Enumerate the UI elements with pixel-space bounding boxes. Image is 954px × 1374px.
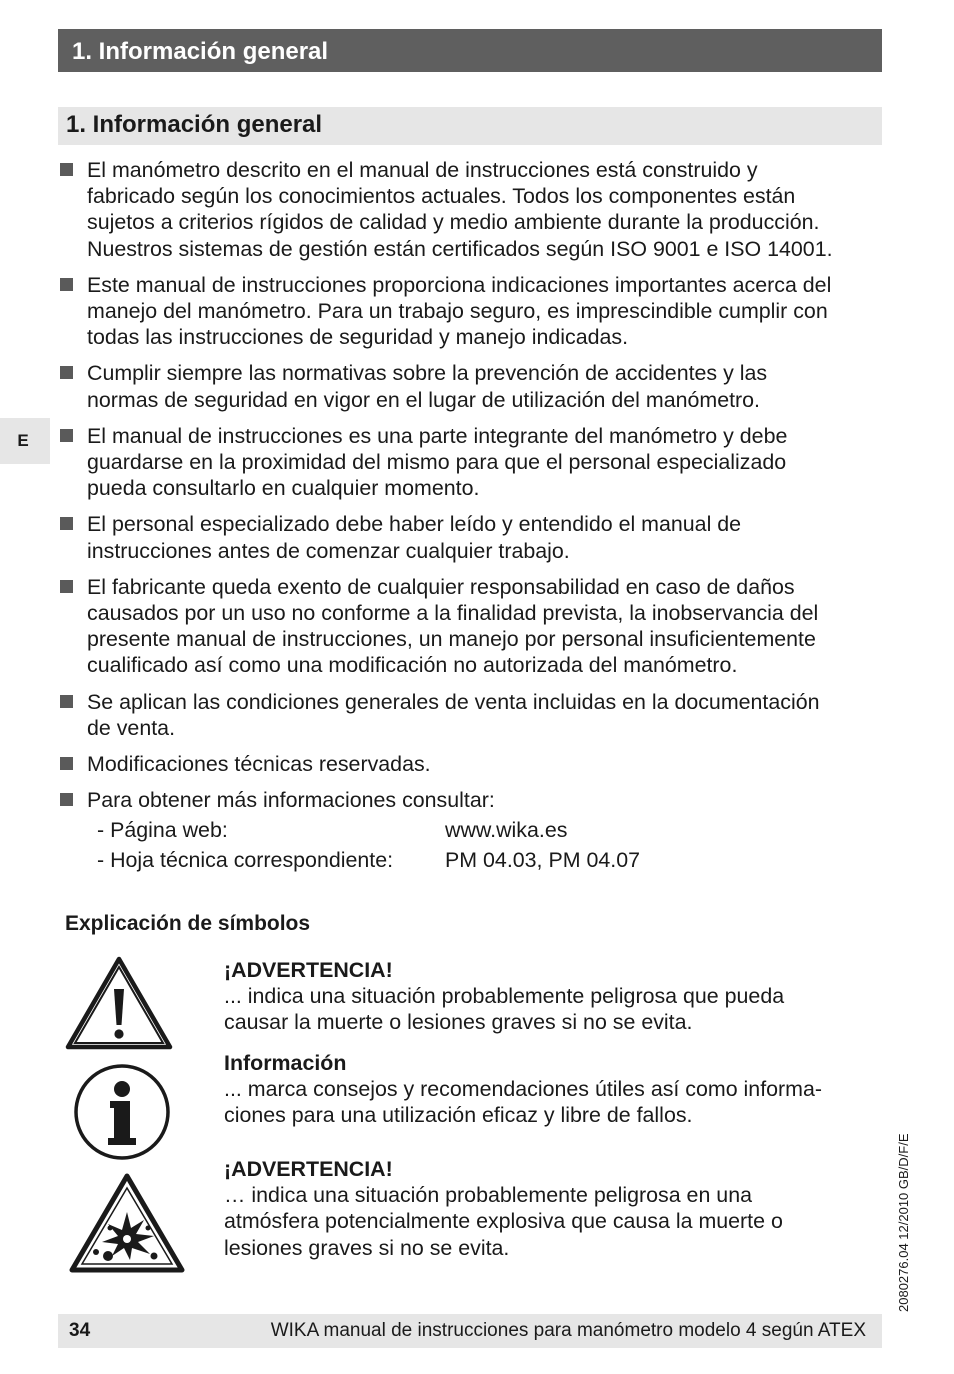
- bullet-square-icon: [60, 580, 73, 593]
- reference-value: PM 04.03, PM 04.07: [445, 848, 641, 873]
- bullet-item: Este manual de instrucciones proporciona indicaciones importantes acerca del manejo del manómetro. Para un trabajo seguro, es imprescindible cumplir con todas las instrucciones de seguridad y manejo indicadas.: [58, 272, 888, 351]
- bullet-square-icon: [60, 757, 73, 770]
- symbol-description-information: Información ... marca consejos y recomendaciones útiles así como informa- ciones para una utilización eficaz y libre de fallos.: [224, 1051, 822, 1128]
- document-code: 2080276.04 12/2010 GB/D/F/E: [896, 1133, 911, 1312]
- section-title: 1. Información general: [58, 107, 882, 145]
- bullet-item: Se aplican las condiciones generales de venta incluidas en la documentación de venta.: [58, 689, 888, 741]
- bullet-square-icon: [60, 278, 73, 291]
- reference-row: [58, 815, 888, 845]
- symbols-heading: Explicación de símbolos: [65, 912, 311, 935]
- bullet-square-icon: [60, 429, 73, 442]
- reference-row: [58, 845, 888, 875]
- bullet-item: Modificaciones técnicas reservadas.: [58, 751, 888, 777]
- bullet-list: [58, 157, 888, 875]
- bullet-square-icon: [60, 517, 73, 530]
- reference-label: - Página web:: [97, 818, 228, 843]
- bullet-item: El manual de instrucciones es una parte integrante del manómetro y debe guardarse en la proximidad del mismo para que el personal especializado pueda consultarlo en cualquier momento.: [58, 423, 888, 502]
- bullet-square-icon: [60, 163, 73, 176]
- explosion-warning-icon: [68, 1172, 186, 1274]
- bullet-item: Cumplir siempre las normativas sobre la prevención de accidentes y las normas de seguridad en vigor en el lugar de utilización del manómetro.: [58, 360, 888, 412]
- reference-label: - Hoja técnica correspondiente:: [97, 848, 394, 873]
- symbol-description-warning: ¡ADVERTENCIA! ... indica una situación probablemente peligrosa que pueda causar la muerte o lesiones graves si no se evita.: [224, 958, 785, 1035]
- footer-text: WIKA manual de instrucciones para manómetro modelo 4 según ATEX: [270, 1320, 866, 1341]
- bullet-square-icon: [60, 793, 73, 806]
- reference-value: www.wika.es: [445, 818, 568, 843]
- language-tab: E: [0, 418, 50, 464]
- bullet-square-icon: [60, 366, 73, 379]
- symbol-description-explosion: ¡ADVERTENCIA! … indica una situación probablemente peligrosa en una atmósfera potencialmente explosiva que causa la muerte o lesiones graves si no se evita.: [224, 1157, 783, 1260]
- bullet-item: El personal especializado debe haber leído y entendido el manual de instrucciones antes de comenzar cualquier trabajo.: [58, 511, 888, 563]
- bullet-item: El manómetro descrito en el manual de instrucciones está construido y fabricado según los conocimientos actuales. Todos los componentes están sujetos a criterios rígidos de calidad y medio ambiente durante la producción. Nuestros sistemas de gestión están certificados según ISO 9001 e ISO 14001.: [58, 157, 888, 262]
- bullet-item: El fabricante queda exento de cualquier responsabilidad en caso de daños causados por un uso no conforme a la finalidad prevista, la inobservancia del presente manual de instrucciones, un manejo por personal insuficientemente cualificado así como una modificación no autorizada del manómetro.: [58, 574, 888, 679]
- bullet-item: Para obtener más informaciones consultar:: [58, 787, 888, 813]
- page-number: 34: [69, 1320, 91, 1341]
- page-footer: [58, 1314, 882, 1348]
- bullet-square-icon: [60, 695, 73, 708]
- warning-triangle-icon: [64, 955, 174, 1053]
- chapter-header: 1. Información general: [58, 29, 882, 72]
- information-icon: [72, 1062, 172, 1162]
